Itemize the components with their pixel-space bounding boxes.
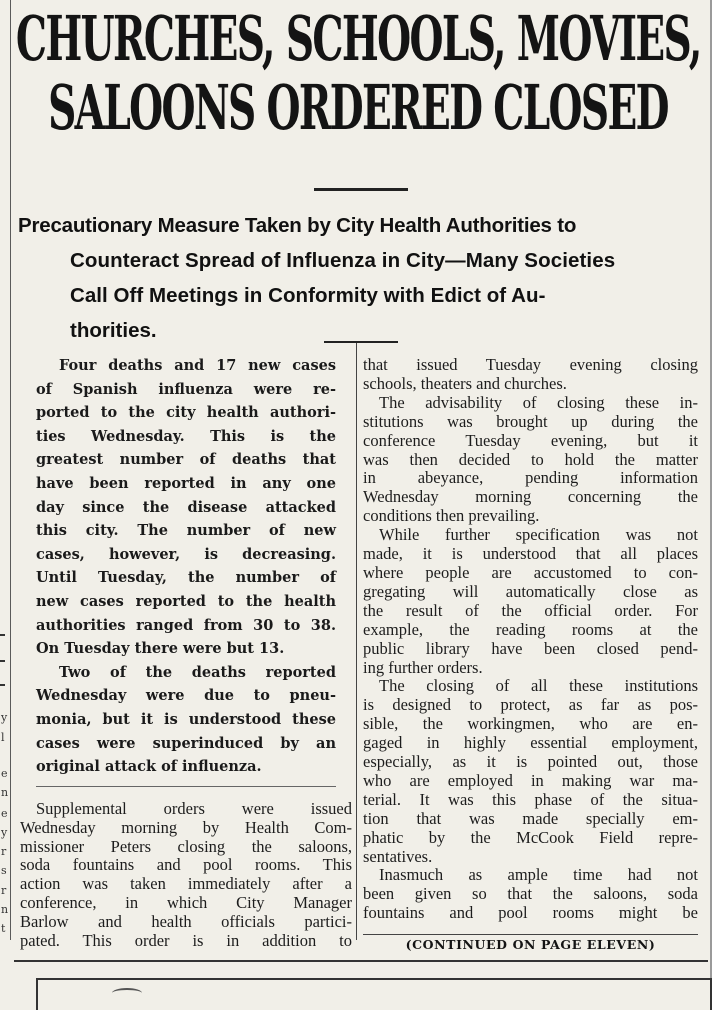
body-line: gaged in highly essential employment, xyxy=(363,733,698,753)
body-line: Inasmuch as ample time had not xyxy=(379,865,698,885)
body-line: conference Tuesday evening, but it xyxy=(363,430,698,450)
body-line: have been reported in any one xyxy=(36,474,336,492)
body-line: cases were superinduced by an xyxy=(36,734,336,752)
headline xyxy=(15,2,701,144)
margin-letter: r xyxy=(1,884,7,897)
next-article-fragment xyxy=(112,988,142,998)
body-line: Barlow and health officials partici- xyxy=(20,911,352,931)
left-column-body xyxy=(20,800,352,950)
body-line: Wednesday morning by Health Com- xyxy=(20,817,352,837)
column-divider xyxy=(356,343,357,940)
body-line: On Tuesday there were but 13. xyxy=(36,640,285,658)
body-line: this city. The number of new xyxy=(36,522,336,540)
margin-letter: e xyxy=(1,807,8,820)
margin-letter: t xyxy=(1,922,6,935)
body-line: terial. It was this phase of the situa- xyxy=(363,789,698,809)
deck-line: Counteract Spread of Influenza in City—Many Societies xyxy=(70,249,616,272)
margin-letter: n xyxy=(1,786,9,799)
body-line: ported to the city health authori- xyxy=(36,404,336,422)
body-line: The closing of all these institutions xyxy=(379,676,698,696)
left-margin-fragments xyxy=(0,0,14,1000)
body-line: schools, theaters and churches. xyxy=(363,373,567,393)
margin-mark xyxy=(0,684,5,686)
left-border-line xyxy=(10,0,11,940)
margin-mark xyxy=(0,634,5,636)
section-separator xyxy=(36,786,336,787)
body-line: stitutions was brought up during the xyxy=(363,411,698,431)
margin-letter: y xyxy=(1,711,8,724)
margin-letter: y xyxy=(1,826,8,839)
bottom-rule xyxy=(14,960,708,962)
body-line: soda fountains and pool rooms. This xyxy=(20,855,352,875)
margin-letter: n xyxy=(1,903,9,916)
body-line: tion that was made specially em- xyxy=(363,808,698,828)
headline-line-2: SALOONS ORDERED CLOSED xyxy=(48,71,668,144)
continued-notice: (CONTINUED ON PAGE ELEVEN) xyxy=(405,937,656,952)
body-line: Four deaths and 17 new cases xyxy=(59,357,336,374)
margin-letter: e xyxy=(1,767,8,780)
body-line: was then decided to hold the matter xyxy=(363,449,698,469)
body-line: public library have been closed pend- xyxy=(363,638,698,658)
body-line: sible, the workingmen, who are en- xyxy=(363,714,698,734)
body-line: conditions then prevailing. xyxy=(363,506,540,526)
body-line: Wednesday morning concerning the xyxy=(363,487,698,507)
body-line: greatest number of deaths that xyxy=(36,451,336,469)
body-line: The advisability of closing these in- xyxy=(379,392,698,412)
body-line: the result of the official order. For xyxy=(363,600,698,620)
body-line: ing further orders. xyxy=(363,657,483,677)
body-line: day since the disease attacked xyxy=(36,498,336,516)
body-line: fountains and pool rooms might be xyxy=(363,903,698,923)
margin-letter: s xyxy=(1,864,7,877)
headline-rule xyxy=(314,188,408,191)
body-line: pated. This order is in addition to xyxy=(20,930,352,950)
body-line: Until Tuesday, the number of xyxy=(36,569,336,587)
body-line: Two of the deaths reported xyxy=(59,663,336,681)
body-line: authorities ranged from 30 to 38. xyxy=(36,616,336,634)
body-line: who are employed in making war ma- xyxy=(363,770,698,790)
body-line: of Spanish influenza were re- xyxy=(36,380,336,398)
continued-rule xyxy=(363,934,698,935)
body-line: phatic by the McCook Field repre- xyxy=(363,827,698,847)
body-line: new cases reported to the health xyxy=(36,592,336,610)
margin-letter: r xyxy=(1,845,7,858)
body-line: is designed to protect, as far as pos- xyxy=(363,695,698,715)
body-line: in abeyance, pending information xyxy=(363,468,698,488)
deck-rule xyxy=(324,341,398,343)
deck-line: Precautionary Measure Taken by City Health Authorities to xyxy=(18,214,577,237)
body-line: missioner Peters closing the saloons, xyxy=(20,836,352,856)
lead-paragraphs-bold xyxy=(36,354,336,779)
body-line: that issued Tuesday evening closing xyxy=(363,355,698,374)
body-line: Supplemental orders were issued xyxy=(36,799,352,818)
body-line: gregating will automatically close as xyxy=(363,581,698,601)
body-line: original attack of influenza. xyxy=(36,758,262,776)
deck-line: Call Off Meetings in Conformity with Edict of Au- xyxy=(70,284,546,307)
headline-line-1: CHURCHES, SCHOOLS, MOVIES, xyxy=(15,2,701,75)
body-line: conference, in which City Manager xyxy=(20,892,352,912)
body-line: been given so that the saloons, soda xyxy=(363,884,698,904)
subheadline-deck xyxy=(18,208,698,348)
body-line: ties Wednesday. This is the xyxy=(36,427,336,445)
body-line: cases, however, is decreasing. xyxy=(36,545,336,563)
right-column-body xyxy=(363,356,698,923)
body-line: sentatives. xyxy=(363,846,433,866)
deck-line: thorities. xyxy=(70,319,157,342)
body-line: where people are accustomed to con- xyxy=(363,562,698,582)
body-line: monia, but it is understood these xyxy=(36,710,336,728)
margin-letter: l xyxy=(1,731,5,744)
body-line: While further specification was not xyxy=(379,525,698,545)
margin-mark xyxy=(0,660,5,662)
body-line: example, the reading rooms at the xyxy=(363,619,698,639)
body-line: action was taken immediately after a xyxy=(20,874,352,894)
body-line: Wednesday were due to pneu- xyxy=(36,687,336,705)
body-line: made, it is understood that all places xyxy=(363,544,698,564)
body-line: especially, as it is pointed out, those xyxy=(363,752,698,772)
